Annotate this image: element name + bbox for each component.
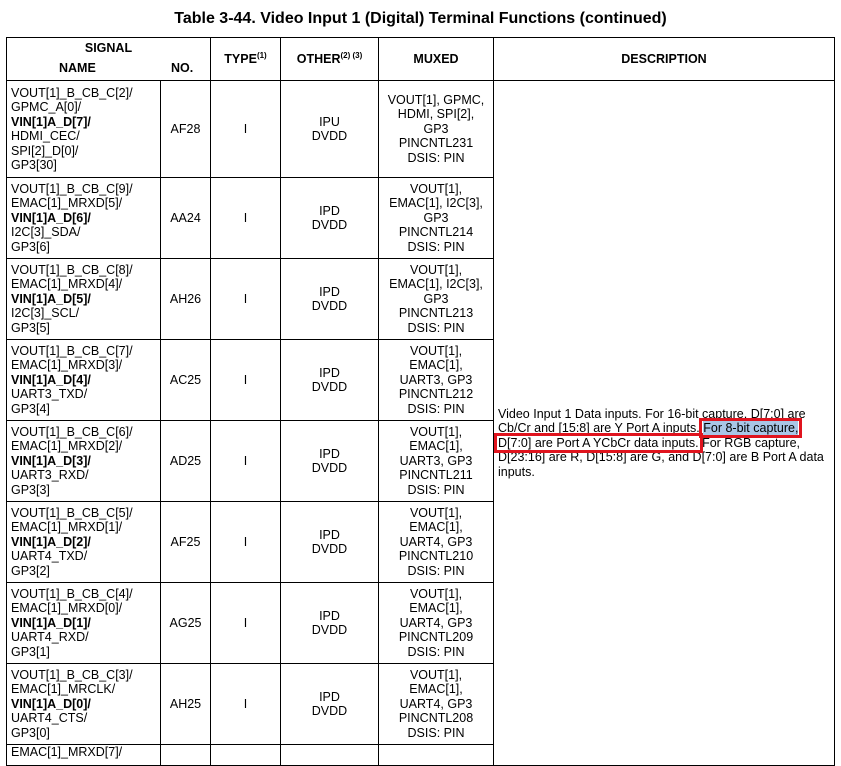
signal-name-line: GP3[5] [11, 320, 50, 335]
signal-name-cell [7, 664, 161, 745]
signal-name-line: VOUT[1]_B_CB_C[4]/ [11, 586, 133, 601]
other-cell-line: IPD [319, 203, 340, 218]
signal-name-line: EMAC[1]_MRXD[5]/ [11, 196, 123, 211]
other-cell-line: DVDD [311, 623, 348, 637]
muxed-cell-line: VOUT[1], GPMC, [387, 92, 485, 107]
signal-name-line: VIN[1]A_D[6]/ [11, 210, 91, 225]
muxed-cell-line: PINCNTL211 [399, 468, 473, 483]
signal-name-line: UART3_RXD/ [11, 468, 89, 483]
signal-name-line: EMAC[1]_MRXD[4]/ [11, 277, 123, 292]
signal-name-line: VOUT[1]_B_CB_C[8]/ [11, 262, 133, 277]
signal-name-line: VOUT[1]_B_CB_C[2]/ [11, 85, 133, 100]
empty-cell [211, 745, 281, 766]
muxed-cell-line: DSIS: PIN [407, 320, 465, 335]
muxed-cell-line: PINCNTL214 [398, 225, 474, 240]
type-cell: I [211, 421, 281, 502]
muxed-cell-line: PINCNTL212 [398, 387, 474, 402]
muxed-cell [379, 502, 494, 583]
muxed-cell-line: VOUT[1], [409, 667, 463, 682]
signal-name-line: EMAC[1]_MRXD[1]/ [11, 520, 123, 535]
muxed-cell-line: EMAC[1], I2C[3], [389, 196, 483, 211]
signal-name-line: VIN[1]A_D[2]/ [11, 534, 91, 549]
muxed-cell [379, 259, 494, 340]
signal-name-line: VOUT[1]_B_CB_C[7]/ [11, 343, 133, 358]
signal-name-line: EMAC[1]_MRCLK/ [11, 682, 116, 697]
signal-name-line: GP3[2] [11, 563, 50, 578]
muxed-cell-line: DSIS: PIN [407, 401, 465, 416]
other-cell [281, 178, 379, 259]
pin-number-cell: AH26 [161, 259, 211, 340]
muxed-cell-line: EMAC[1], [409, 520, 463, 535]
muxed-cell-line: VOUT[1], [409, 505, 463, 520]
name-header: NAME [59, 60, 96, 75]
muxed-cell-line: PINCNTL231 [398, 136, 474, 151]
muxed-cell-line: GP3 [423, 210, 449, 225]
signal-name-line: I2C[3]_SDA/ [11, 225, 81, 240]
signal-name-line: VOUT[1]_B_CB_C[5]/ [11, 505, 133, 520]
signal-name-line: VOUT[1]_B_CB_C[6]/ [11, 424, 133, 439]
other-cell-line: DVDD [311, 299, 348, 313]
signal-label: SIGNAL [84, 41, 133, 55]
signal-name-line: GP3[3] [11, 482, 50, 497]
signal-name-line: GPMC_A[0]/ [11, 100, 82, 114]
signal-name-line: GP3[4] [11, 401, 50, 416]
highlight-portA-ycbcr: D[7:0] are Port A YCbCr data inputs. [498, 435, 699, 450]
muxed-cell-line: PINCNTL210 [398, 549, 474, 564]
description-part1: Video Input 1 Data inputs. For 16-bit capture, D[7:0] are Cb/Cr and [15:8] are Y Port A inputs. [498, 406, 806, 436]
other-cell-line: DVDD [311, 542, 348, 556]
signal-name-cell [7, 340, 161, 421]
signal-name-cell [7, 81, 161, 178]
muxed-cell-line: EMAC[1], I2C[3], [389, 277, 483, 292]
muxed-header: MUXED [379, 38, 494, 81]
muxed-cell [379, 178, 494, 259]
pin-number-cell: AF25 [161, 502, 211, 583]
highlight-8bit-capture: For 8-bit capture, [703, 421, 799, 436]
muxed-cell-line: VOUT[1], [409, 343, 463, 358]
signal-name-cell [7, 421, 161, 502]
muxed-cell-line: PINCNTL209 [398, 630, 474, 645]
terminal-functions-table [6, 37, 835, 766]
other-cell-line: IPD [319, 608, 340, 623]
signal-name-cell [7, 178, 161, 259]
signal-name-line: UART4_TXD/ [11, 549, 88, 564]
other-cell [281, 421, 379, 502]
muxed-cell-line: EMAC[1], [409, 358, 463, 373]
muxed-cell-line: EMAC[1], [409, 601, 463, 616]
pin-number-cell: AD25 [161, 421, 211, 502]
description-text [498, 407, 828, 480]
muxed-cell-line: UART3, GP3 [399, 372, 473, 387]
other-cell [281, 81, 379, 178]
signal-name-line: VIN[1]A_D[5]/ [11, 291, 91, 306]
type-cell: I [211, 502, 281, 583]
type-cell: I [211, 81, 281, 178]
muxed-cell [379, 81, 494, 178]
empty-cell [379, 745, 494, 766]
signal-name-line: EMAC[1]_MRXD[0]/ [11, 601, 123, 616]
description-header: DESCRIPTION [494, 38, 835, 81]
empty-cell [281, 745, 379, 766]
type-header: TYPE$^{(1)}$ [211, 38, 281, 81]
other-cell-line: IPD [319, 284, 340, 299]
other-cell [281, 502, 379, 583]
other-cell [281, 340, 379, 421]
description-cell [494, 81, 835, 766]
signal-name-line: EMAC[1]_MRXD[3]/ [11, 358, 123, 373]
signal-name-line: VOUT[1]_B_CB_C[3]/ [11, 667, 133, 682]
type-cell: I [211, 178, 281, 259]
signal-name-line: I2C[3]_SCL/ [11, 306, 80, 321]
other-cell [281, 583, 379, 664]
signal-name-line: VOUT[1]_B_CB_C[9]/ [11, 181, 133, 196]
muxed-cell-line: DSIS: PIN [407, 644, 465, 659]
signal-name-cell [7, 583, 161, 664]
other-cell [281, 259, 379, 340]
muxed-cell-line: VOUT[1], [409, 181, 463, 196]
other-cell-line: DVDD [311, 461, 348, 475]
muxed-cell-line: VOUT[1], [409, 262, 463, 277]
signal-name-line: UART4_RXD/ [11, 630, 89, 645]
signal-name-line: VIN[1]A_D[7]/ [11, 114, 91, 129]
muxed-cell-line: GP3 [423, 291, 449, 306]
signal-name-line: VIN[1]A_D[4]/ [11, 372, 91, 387]
signal-header [7, 38, 211, 81]
pin-number-cell: AH25 [161, 664, 211, 745]
muxed-cell-line: VOUT[1], [409, 424, 463, 439]
muxed-cell-line: DSIS: PIN [407, 725, 465, 740]
signal-name-line: GP3[0] [11, 725, 50, 740]
type-cell: I [211, 259, 281, 340]
muxed-cell-line: UART4, GP3 [399, 615, 473, 630]
other-cell-line: IPD [319, 365, 340, 380]
signal-name-cell [7, 502, 161, 583]
other-cell-line: DVDD [311, 129, 348, 143]
header-row [7, 38, 835, 81]
muxed-cell-line: PINCNTL213 [398, 306, 474, 321]
other-cell-line: IPD [319, 527, 340, 542]
muxed-cell-line: VOUT[1], [409, 586, 463, 601]
no-header: NO. [171, 60, 194, 75]
muxed-cell [379, 664, 494, 745]
type-cell: I [211, 340, 281, 421]
muxed-cell-line: HDMI, SPI[2], [397, 107, 475, 122]
other-cell-line: DVDD [311, 704, 348, 718]
muxed-cell [379, 583, 494, 664]
type-cell: I [211, 583, 281, 664]
other-cell [281, 664, 379, 745]
signal-name-line: HDMI_CEC/ [11, 129, 80, 143]
signal-name-cell [7, 259, 161, 340]
muxed-cell-line: DSIS: PIN [407, 563, 465, 578]
muxed-cell-line: UART4, GP3 [399, 534, 473, 549]
signal-name-line: GP3[1] [11, 644, 50, 659]
signal-name-line: UART4_CTS/ [11, 711, 88, 726]
muxed-cell-line: EMAC[1], [409, 682, 463, 697]
signal-name-cell: EMAC[1]_MRXD[7]/ [7, 745, 161, 766]
muxed-cell-line: DSIS: PIN [407, 239, 465, 254]
muxed-cell [379, 421, 494, 502]
other-cell-line: IPD [319, 446, 340, 461]
other-cell-line: IPD [319, 689, 340, 704]
signal-name-line: SPI[2]_D[0]/ [11, 143, 79, 158]
signal-name-line: EMAC[1]_MRXD[2]/ [11, 439, 123, 454]
table-row [7, 81, 835, 178]
other-cell-line: DVDD [311, 218, 348, 232]
other-cell-line: IPU [319, 114, 340, 129]
muxed-cell-line: DSIS: PIN [407, 482, 465, 497]
type-cell: I [211, 664, 281, 745]
empty-cell [161, 745, 211, 766]
signal-name-line: GP3[30] [11, 158, 57, 172]
signal-name-line: GP3[6] [11, 239, 50, 254]
muxed-cell-line: PINCNTL208 [398, 711, 474, 726]
signal-name-line: VIN[1]A_D[3]/ [11, 453, 91, 468]
muxed-cell-line: DSIS: PIN [407, 150, 465, 165]
pin-number-cell: AG25 [161, 583, 211, 664]
signal-name-line: VIN[1]A_D[0]/ [11, 696, 91, 711]
pin-number-cell: AA24 [161, 178, 211, 259]
pin-number-cell: AF28 [161, 81, 211, 178]
muxed-cell-line: GP3 [423, 121, 449, 136]
description-part2: For RGB capture, D[23:16] are R, D[15:8] are G, and D[7:0] are B Port A data inputs. [498, 435, 824, 479]
signal-name-line: VIN[1]A_D[1]/ [11, 615, 91, 630]
muxed-cell-line: UART4, GP3 [399, 696, 473, 711]
muxed-cell-line: EMAC[1], [409, 439, 463, 454]
other-header: $OTHER^{(2) (3)}$ [281, 38, 379, 81]
signal-name-line: UART3_TXD/ [11, 387, 88, 402]
table-title: Table 3-44. Video Input 1 (Digital) Terminal Functions (continued) [174, 10, 667, 27]
other-cell-line: DVDD [311, 380, 348, 394]
muxed-cell [379, 340, 494, 421]
pin-number-cell: AC25 [161, 340, 211, 421]
muxed-cell-line: UART3, GP3 [399, 453, 473, 468]
